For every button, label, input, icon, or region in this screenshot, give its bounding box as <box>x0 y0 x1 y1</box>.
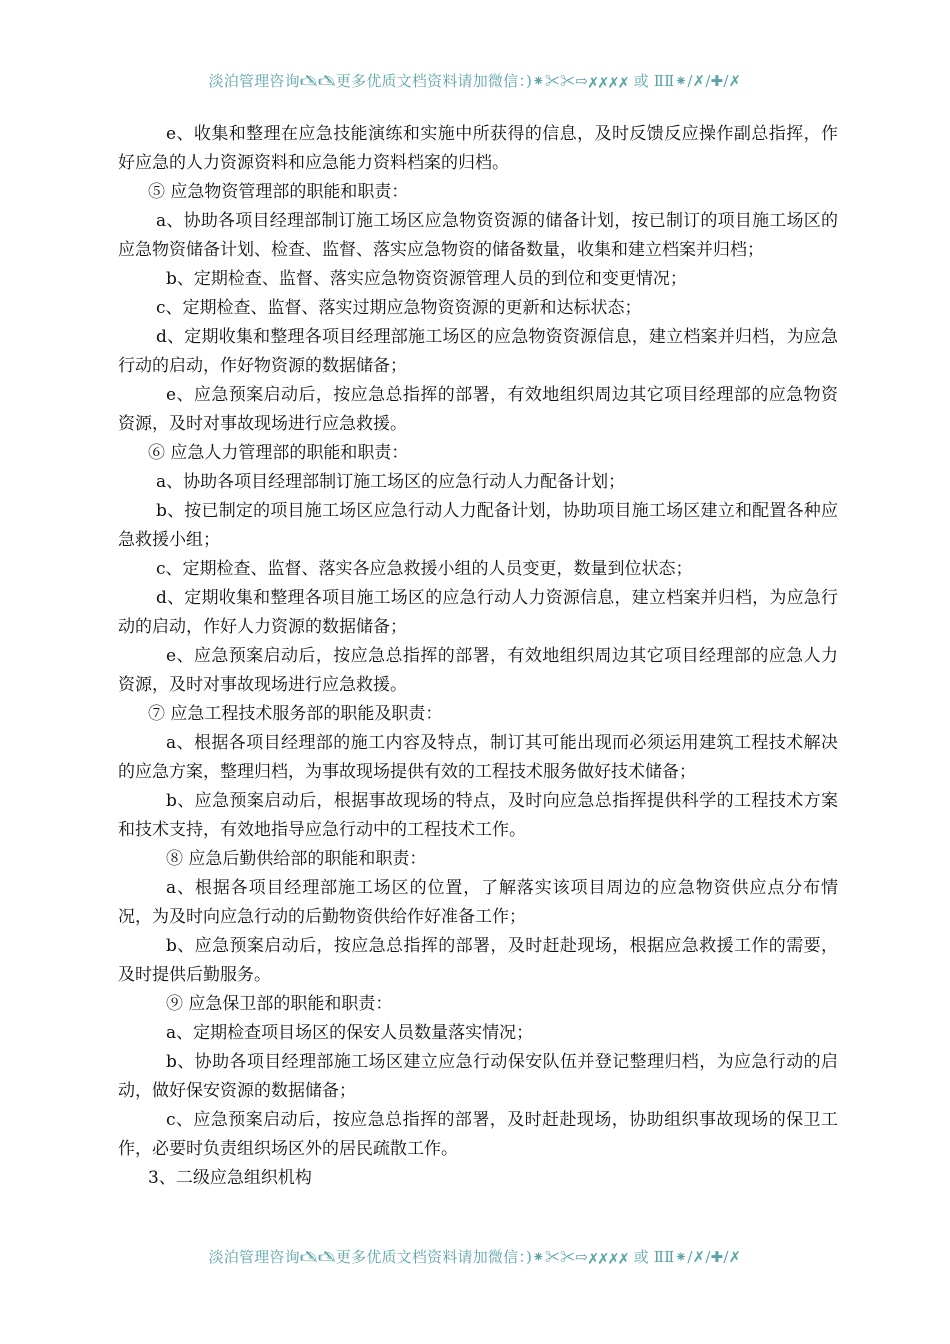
paragraph: b、应急预案启动后，根据事故现场的特点，及时向应急总指挥提供科学的工程技术方案和技术支持，有效地指导应急行动中的工程技术工作。 <box>118 791 838 840</box>
watermark-footer: 淡泊管理咨询🖎🖎更多优质文档资料请加微信：)⁕✂✂⇨✗✗✗✗ 或 ⅡⅡ⁕/✗/✚/✗ <box>208 1248 742 1266</box>
paragraph: d、定期收集和整理各项目施工场区的应急行动人力资源信息，建立档案并归档，为应急行动的启动，作好人力资源的数据储备； <box>118 588 838 637</box>
section-heading: ⑤ 应急物资管理部的职能和职责： <box>148 182 409 202</box>
paragraph: c、定期检查、监督、落实各应急救援小组的人员变更，数量到位状态； <box>156 559 693 579</box>
paragraph: a、根据各项目经理部的施工内容及特点，制订其可能出现而必须运用建筑工程技术解决的应急方案，整理归档，为事故现场提供有效的工程技术服务做好技术储备； <box>118 733 838 782</box>
section-heading: ⑧ 应急后勤供给部的职能和职责： <box>166 849 427 869</box>
section-heading: ⑦ 应急工程技术服务部的职能及职责： <box>148 704 443 724</box>
paragraph: e、收集和整理在应急技能演练和实施中所获得的信息，及时反馈反应操作副总指挥，作好应急的人力资源资料和应急能力资料档案的归档。 <box>118 124 838 173</box>
document-body <box>118 120 838 1193</box>
paragraph: a、协助各项目经理部制订施工场区应急物资资源的储备计划，按已制订的项目施工场区的应急物资储备计划、检查、监督、落实应急物资的储备数量，收集和建立档案并归档； <box>118 211 838 260</box>
section-heading: ⑨ 应急保卫部的职能和职责： <box>166 994 393 1014</box>
watermark-header: 淡泊管理咨询🖎🖎更多优质文档资料请加微信：)⁕✂✂⇨✗✗✗✗ 或 ⅡⅡ⁕/✗/✚/✗ <box>208 72 742 90</box>
paragraph: e、应急预案启动后，按应急总指挥的部署，有效地组织周边其它项目经理部的应急物资资源，及时对事故现场进行应急救援。 <box>118 385 838 434</box>
paragraph: b、协助各项目经理部施工场区建立应急行动保安队伍并登记整理归档，为应急行动的启动，做好保安资源的数据储备； <box>118 1052 838 1101</box>
paragraph: a、定期检查项目场区的保安人员数量落实情况； <box>166 1023 534 1043</box>
paragraph: a、协助各项目经理部制订施工场区的应急行动人力配备计划； <box>156 472 626 492</box>
paragraph: b、应急预案启动后，按应急总指挥的部署，及时赶赴现场，根据应急救援工作的需要，及时提供后勤服务。 <box>118 936 838 985</box>
section-heading: ⑥ 应急人力管理部的职能和职责： <box>148 443 409 463</box>
paragraph: b、按已制定的项目施工场区应急行动人力配备计划，协助项目施工场区建立和配置各种应急救援小组； <box>118 501 838 550</box>
paragraph: b、定期检查、监督、落实应急物资资源管理人员的到位和变更情况； <box>166 269 687 289</box>
paragraph: c、定期检查、监督、落实过期应急物资资源的更新和达标状态； <box>156 298 642 318</box>
paragraph: e、应急预案启动后，按应急总指挥的部署，有效地组织周边其它项目经理部的应急人力资源，及时对事故现场进行应急救援。 <box>118 646 838 695</box>
paragraph: c、应急预案启动后，按应急总指挥的部署，及时赶赴现场，协助组织事故现场的保卫工作，必要时负责组织场区外的居民疏散工作。 <box>118 1110 838 1159</box>
paragraph: d、定期收集和整理各项目经理部施工场区的应急物资资源信息，建立档案并归档，为应急行动的启动，作好物资源的数据储备； <box>118 327 838 376</box>
paragraph: a、根据各项目经理部施工场区的位置，了解落实该项目周边的应急物资供应点分布情况，为及时向应急行动的后勤物资供给作好准备工作； <box>118 878 838 927</box>
section-heading: 3、二级应急组织机构 <box>148 1168 312 1188</box>
